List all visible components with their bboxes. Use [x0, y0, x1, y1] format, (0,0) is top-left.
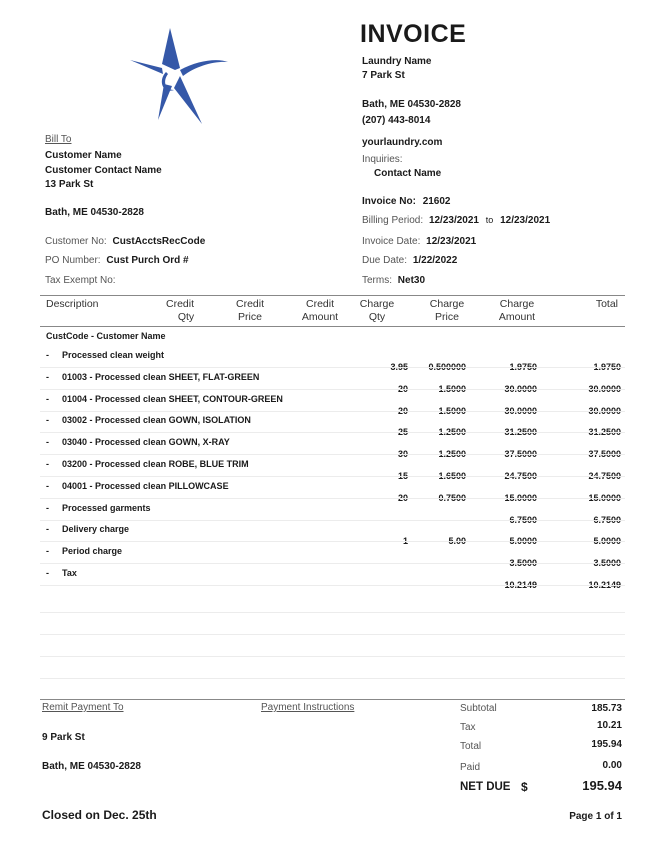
row-bullet: - [46, 503, 49, 513]
table-top-rule [40, 295, 625, 296]
net-due-label: NET DUE [460, 781, 511, 793]
row-charge-price: 5.00 [448, 536, 466, 546]
col-total: Total [595, 298, 618, 310]
row-description: 01004 - Processed clean SHEET, CONTOUR-GREEN [62, 394, 283, 404]
row-charge-price: 0.500000 [428, 362, 466, 372]
col-charge-amount [492, 298, 542, 324]
col-credit-qty [155, 298, 205, 324]
row-separator [40, 585, 625, 586]
due-date-value: 1/22/2022 [412, 255, 458, 266]
table-row [40, 503, 625, 525]
col-credit-qty-line1: Credit [165, 298, 194, 310]
company-city: Bath, ME 04530-2828 [362, 99, 461, 110]
remit-label: Remit Payment To [42, 702, 124, 713]
row-total: 30.0000 [588, 406, 621, 416]
row-description: 03002 - Processed clean GOWN, ISOLATION [62, 415, 251, 425]
row-description: 03200 - Processed clean ROBE, BLUE TRIM [62, 459, 249, 469]
row-description: 03040 - Processed clean GOWN, X-RAY [62, 437, 230, 447]
col-charge-price [422, 298, 472, 324]
table-row [40, 481, 625, 503]
billing-period-label: Billing Period: [362, 215, 424, 226]
po-label: PO Number: [45, 255, 101, 266]
row-bullet: - [46, 394, 49, 404]
table-row [40, 394, 625, 416]
po-row [45, 255, 189, 266]
paid-label: Paid [460, 762, 481, 773]
row-charge-price: 1.5000 [438, 384, 466, 394]
company-address: 7 Park St [362, 70, 405, 81]
period-end: 12/23/2021 [500, 215, 551, 226]
row-charge-amount: 37.5000 [504, 449, 537, 459]
row-total: 37.5000 [588, 449, 621, 459]
table-row [40, 546, 625, 568]
tax-label: Tax [460, 722, 476, 733]
empty-row-separator [40, 612, 625, 613]
row-separator [40, 432, 625, 433]
row-description: Processed clean weight [62, 350, 165, 360]
tax-value: 10.21 [596, 720, 622, 731]
company-phone: (207) 443-8014 [362, 115, 431, 126]
customer-city: Bath, ME 04530-2828 [45, 207, 144, 218]
row-separator [40, 411, 625, 412]
col-charge-amount-line1: Charge [499, 298, 535, 310]
row-separator [40, 563, 625, 564]
invoice-date-row [362, 236, 476, 247]
row-total: 24.7500 [588, 471, 621, 481]
row-charge-qty: 15 [397, 471, 408, 481]
row-description: Delivery charge [62, 524, 130, 534]
row-charge-price: 1.2500 [438, 427, 466, 437]
table-row [40, 459, 625, 481]
table-row [40, 350, 625, 372]
col-credit-price [225, 298, 275, 324]
col-charge-amount-line2: Amount [498, 311, 536, 323]
invoice-no-value: 21602 [422, 196, 451, 207]
customer-address: 13 Park St [45, 179, 94, 190]
total-label: Total [460, 741, 482, 752]
row-charge-amount: 24.7500 [504, 471, 537, 481]
col-credit-amount [295, 298, 345, 324]
table-row [40, 568, 625, 590]
row-charge-amount: 30.0000 [504, 384, 537, 394]
row-charge-amount: 15.0000 [504, 493, 537, 503]
row-bullet: - [46, 481, 49, 491]
row-charge-qty: 25 [397, 427, 408, 437]
net-due-value: 195.94 [582, 778, 622, 793]
total-value: 195.94 [591, 739, 622, 750]
invoice-no-row [362, 196, 451, 207]
row-description: 01003 - Processed clean SHEET, FLAT-GREEN [62, 372, 260, 382]
row-separator [40, 498, 625, 499]
row-description: Tax [62, 568, 77, 578]
company-name: Laundry Name [362, 56, 432, 67]
row-charge-qty: 20 [397, 406, 408, 416]
terms-label: Terms: [362, 275, 392, 286]
due-date-row [362, 255, 457, 266]
customer-no-value: CustAcctsRecCode [112, 236, 206, 247]
row-separator [40, 389, 625, 390]
row-separator [40, 367, 625, 368]
row-charge-amount: 1.9750 [509, 362, 537, 372]
subtotal-label: Subtotal [460, 703, 497, 714]
row-charge-amount: 10.2149 [504, 580, 537, 590]
page-number: Page 1 of 1 [569, 811, 622, 822]
row-charge-amount: 30.0000 [504, 406, 537, 416]
table-header-rule [40, 326, 625, 327]
empty-row-separator [40, 656, 625, 657]
customer-name: Customer Name [45, 150, 122, 161]
empty-row-separator [40, 634, 625, 635]
row-charge-price: 1.2500 [438, 449, 466, 459]
row-bullet: - [46, 459, 49, 469]
table-row [40, 524, 625, 546]
row-charge-price: 0.7500 [438, 493, 466, 503]
period-to: to [485, 215, 494, 225]
paid-value: 0.00 [602, 760, 622, 771]
inquiries-contact: Contact Name [374, 168, 442, 179]
table-row [40, 415, 625, 437]
row-charge-price: 1.6500 [438, 471, 466, 481]
row-charge-qty: 20 [397, 384, 408, 394]
bill-to-label: Bill To [45, 134, 72, 145]
row-bullet: - [46, 524, 49, 534]
row-separator [40, 541, 625, 542]
terms-value: Net30 [397, 275, 426, 286]
currency-symbol: $ [521, 780, 528, 794]
row-bullet: - [46, 568, 49, 578]
row-bullet: - [46, 415, 49, 425]
row-total: 10.2149 [588, 580, 621, 590]
col-credit-price-line2: Price [238, 311, 262, 323]
row-charge-amount: 31.2500 [504, 427, 537, 437]
col-charge-qty-line2: Qty [368, 311, 386, 323]
row-separator [40, 454, 625, 455]
col-credit-amount-line1: Credit [305, 298, 334, 310]
row-total: 6.7500 [593, 515, 621, 525]
remit-city: Bath, ME 04530-2828 [42, 761, 141, 772]
due-date-label: Due Date: [362, 255, 408, 266]
row-total: 5.0000 [593, 536, 621, 546]
row-bullet: - [46, 372, 49, 382]
row-charge-qty: 30 [397, 449, 408, 459]
payment-instructions-label[interactable]: Payment Instructions [261, 702, 355, 713]
company-website[interactable]: yourlaundry.com [362, 137, 443, 148]
terms-row [362, 275, 425, 286]
customer-no-row [45, 236, 205, 247]
invoice-date-value: 12/23/2021 [426, 236, 477, 247]
row-total: 30.0000 [588, 384, 621, 394]
invoice-date-label: Invoice Date: [362, 236, 421, 247]
row-charge-amount: 6.7500 [509, 515, 537, 525]
row-charge-qty: 20 [397, 493, 408, 503]
company-logo [128, 28, 233, 128]
tax-exempt-label: Tax Exempt No: [45, 275, 116, 286]
col-charge-price-line1: Charge [429, 298, 465, 310]
col-charge-qty-line1: Charge [359, 298, 395, 310]
footer-rule [40, 699, 625, 700]
remit-address: 9 Park St [42, 732, 85, 743]
row-total: 15.0000 [588, 493, 621, 503]
row-charge-qty: 1 [402, 536, 408, 546]
col-credit-amount-line2: Amount [301, 311, 339, 323]
row-total: 1.9750 [593, 362, 621, 372]
customer-contact: Customer Contact Name [45, 165, 162, 176]
footer-note: Closed on Dec. 25th [42, 808, 157, 822]
table-row [40, 437, 625, 459]
empty-row-separator [40, 678, 625, 679]
po-value: Cust Purch Ord # [106, 255, 189, 266]
col-credit-qty-line2: Qty [177, 311, 195, 323]
row-description: 04001 - Processed clean PILLOWCASE [62, 481, 229, 491]
col-charge-price-line2: Price [435, 311, 459, 323]
row-bullet: - [46, 546, 49, 556]
row-charge-price: 1.5000 [438, 406, 466, 416]
billing-period-row [362, 215, 550, 226]
subtotal-value: 185.73 [591, 703, 622, 714]
row-charge-qty: 3.95 [390, 362, 408, 372]
col-charge-qty [352, 298, 402, 324]
invoice-no-label: Invoice No: [362, 196, 416, 207]
row-total: 31.2500 [588, 427, 621, 437]
row-charge-amount: 3.5000 [509, 558, 537, 568]
invoice-title: INVOICE [360, 20, 467, 48]
inquiries-label: Inquiries: [362, 154, 403, 165]
row-charge-amount: 5.0000 [509, 536, 537, 546]
table-row [40, 372, 625, 394]
row-separator [40, 476, 625, 477]
col-description: Description [46, 298, 99, 310]
col-credit-price-line1: Credit [235, 298, 264, 310]
row-bullet: - [46, 437, 49, 447]
row-bullet: - [46, 350, 49, 360]
row-description: Period charge [62, 546, 123, 556]
period-start: 12/23/2021 [428, 215, 479, 226]
group-label: CustCode - Customer Name [46, 331, 166, 341]
customer-no-label: Customer No: [45, 236, 107, 247]
row-description: Processed garments [62, 503, 151, 513]
row-total: 3.5000 [593, 558, 621, 568]
row-separator [40, 520, 625, 521]
